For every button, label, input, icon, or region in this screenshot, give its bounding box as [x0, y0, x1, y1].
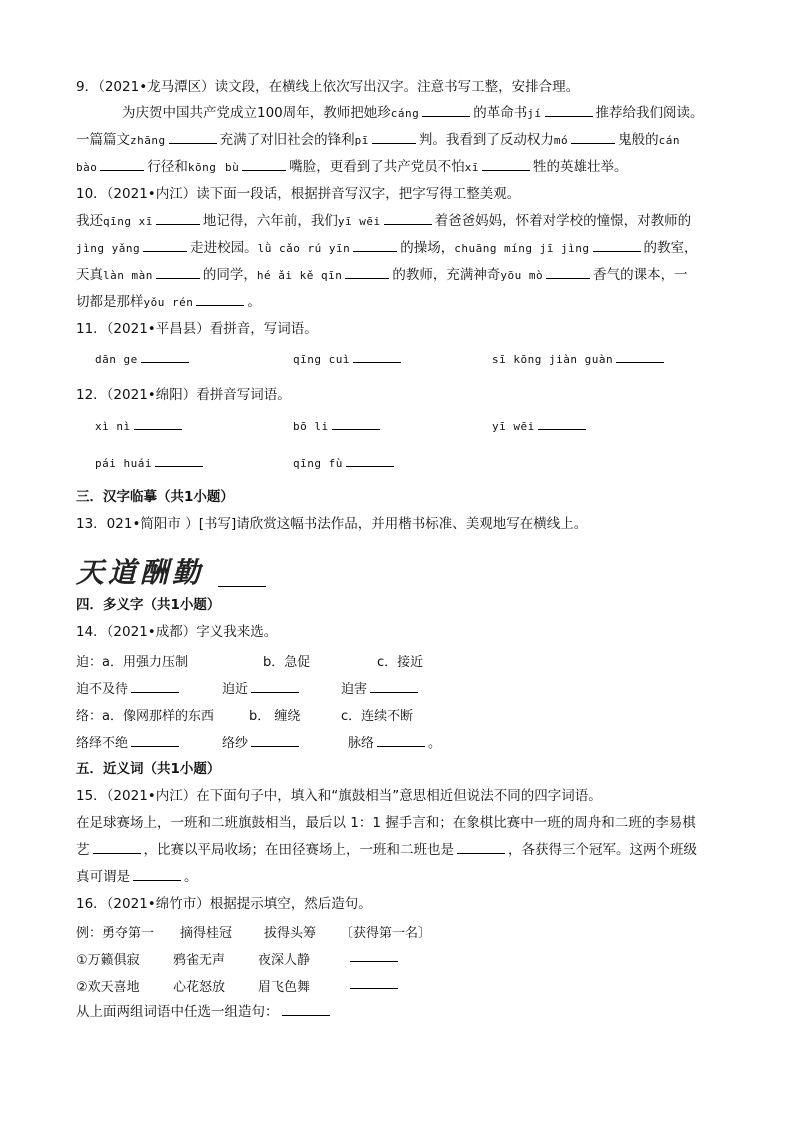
- calligraphy-artwork: 天道酬勤: [76, 556, 205, 589]
- q9-line-2: 一篇篇文zhāng 充满了对旧社会的锋利pī 判。我看到了反动权力mó 鬼般的cán: [76, 132, 680, 148]
- q12-item: qīng fù: [293, 454, 397, 471]
- answer-blank[interactable]: [571, 131, 615, 144]
- answer-blank[interactable]: [133, 868, 181, 881]
- answer-blank[interactable]: [251, 734, 299, 747]
- answer-blank[interactable]: [131, 680, 179, 693]
- q15-line-2: 艺 ，比赛以平局收场；在田径赛场上，一班和二班也是 ，各获得三个冠军。这两个班级: [76, 842, 697, 858]
- answer-blank[interactable]: [353, 350, 401, 363]
- question-11-stem: 11．（2021•平昌县）看拼音，写词语。: [76, 321, 318, 337]
- q14-word: 脉络 。: [348, 736, 442, 751]
- answer-blank[interactable]: [616, 350, 664, 363]
- q14-word: 络绎不绝: [76, 732, 182, 751]
- q10-line-3: 天真làn màn 的同学，hé ǎi kě qīn 的教师，充满神奇yōu mò 香气的课本，一: [76, 267, 688, 283]
- q12-item: bō li: [293, 417, 383, 434]
- q11-item: sī kōng jiàn guàn: [492, 350, 667, 367]
- section-3-heading: 三．汉字临摹（共1小题）: [76, 489, 234, 505]
- q14-def-c: c．连续不断: [341, 709, 414, 724]
- answer-blank[interactable]: [156, 212, 200, 225]
- answer-blank[interactable]: [350, 949, 398, 962]
- answer-blank[interactable]: [593, 239, 641, 252]
- q16-group-1: ①万籁俱寂: [76, 953, 140, 968]
- answer-blank[interactable]: [143, 239, 187, 252]
- q16-word: 眉飞色舞: [258, 980, 311, 995]
- answer-blank[interactable]: [131, 734, 179, 747]
- q10-line-1: 我还qīng xī 地记得，六年前，我们yī wēi 着爸爸妈妈，怀着对学校的憧憬，对教师的: [76, 213, 692, 229]
- q14-def-row-1: 迫：a．用强力压制: [76, 655, 188, 670]
- q14-word: 迫近: [222, 678, 302, 697]
- answer-blank[interactable]: [545, 104, 593, 117]
- q15-line-1: 在足球赛场上，一班和二班旗鼓相当，最后以 1：1 握手言和；在象棋比赛中一班的周舟和二班的李易棋: [76, 815, 696, 831]
- answer-blank[interactable]: [422, 104, 470, 117]
- answer-blank[interactable]: [353, 239, 397, 252]
- question-15-stem: 15．（2021•内江）在下面句子中，填入和“旗鼓相当”意思相近但说法不同的四字词语。: [76, 788, 602, 804]
- answer-blank[interactable]: [350, 976, 398, 989]
- answer-blank[interactable]: [169, 131, 217, 144]
- answer-blank[interactable]: [156, 266, 200, 279]
- answer-blank[interactable]: [242, 158, 286, 171]
- q16-blank-wrap: [347, 949, 401, 966]
- answer-blank[interactable]: [538, 417, 586, 430]
- q15-line-3: 真可谓是 。: [76, 869, 198, 885]
- q14-def-c: c．接近: [377, 655, 424, 670]
- answer-blank[interactable]: [134, 417, 182, 430]
- section-5-heading: 五．近义词（共1小题）: [76, 761, 221, 777]
- question-10-stem: 10．（2021•内江）读下面一段话，根据拼音写汉字，把字写得工整美观。: [76, 186, 521, 202]
- answer-blank[interactable]: [384, 212, 432, 225]
- answer-blank[interactable]: [482, 158, 530, 171]
- answer-blank[interactable]: [93, 841, 141, 854]
- question-9-stem: 9．（2021•龙马潭区）读文段，在横线上依次写出汉字。注意书写工整，安排合理。: [76, 79, 580, 95]
- question-12-stem: 12．（2021•绵阳）看拼音写词语。: [76, 387, 291, 403]
- q16-blank-wrap: [347, 976, 401, 993]
- answer-blank[interactable]: [457, 841, 505, 854]
- answer-blank[interactable]: [282, 1003, 330, 1016]
- answer-blank[interactable]: [100, 158, 144, 171]
- q16-word: 心花怒放: [173, 980, 226, 995]
- q12-item: yī wēi: [492, 417, 589, 434]
- answer-blank[interactable]: [546, 266, 590, 279]
- q11-item: qīng cuì: [293, 350, 404, 367]
- q16-word: 鸦雀无声: [173, 953, 226, 968]
- answer-blank[interactable]: [155, 454, 203, 467]
- answer-blank[interactable]: [377, 734, 425, 747]
- q10-line-2: jìng yǎng 走进校园。lǜ cǎo rú yīn 的操场，chuāng míng jī jìng 的教室，: [76, 240, 698, 256]
- q12-item: xì nì: [95, 417, 185, 434]
- answer-blank[interactable]: [346, 454, 394, 467]
- answer-blank[interactable]: [141, 350, 189, 363]
- q14-def-row-2: 络：a．像网那样的东西: [76, 709, 214, 724]
- q9-line-3: bào 行径和kōng bù 嘴脸，更看到了共产党员不怕xī 牲的英雄壮举。: [76, 159, 628, 175]
- q12-item: pái huái: [95, 454, 206, 471]
- answer-blank[interactable]: [345, 266, 389, 279]
- answer-blank[interactable]: [332, 417, 380, 430]
- q14-word: 络纱: [222, 732, 302, 751]
- section-4-heading: 四．多义字（共1小题）: [76, 597, 221, 613]
- question-16-stem: 16．（2021•绵竹市）根据提示填空，然后造句。: [76, 896, 372, 912]
- q14-def-b: b．急促: [263, 655, 311, 670]
- q14-word: 迫害: [341, 678, 421, 697]
- q11-item: dān ge: [95, 350, 192, 367]
- q14-word: 迫不及待: [76, 678, 182, 697]
- question-14-stem: 14．（2021•成都）字义我来选。: [76, 624, 278, 640]
- q16-word: 夜深人静: [258, 953, 311, 968]
- q16-sentence-line: 从上面两组词语中任选一组造句：: [76, 1003, 333, 1021]
- q16-group-2: ②欢天喜地: [76, 980, 140, 995]
- q14-def-b: b． 缠绕: [249, 709, 301, 724]
- q9-line-1: 为庆贺中国共产党成立100周年，教师把她珍cáng 的革命书jí 推荐给我们阅读。: [122, 105, 704, 121]
- q16-example: 例：勇夺第一: [76, 926, 155, 941]
- answer-blank[interactable]: [372, 131, 416, 144]
- q16-example-hint: 〔获得第一名〕: [340, 926, 432, 941]
- answer-blank[interactable]: [370, 680, 418, 693]
- q10-line-4: 切都是那样yǒu rén 。: [76, 294, 261, 310]
- answer-blank[interactable]: [218, 586, 266, 587]
- answer-blank[interactable]: [196, 293, 244, 306]
- answer-blank[interactable]: [251, 680, 299, 693]
- q16-example-word: 拔得头筹: [264, 926, 317, 941]
- q16-example-word: 摘得桂冠: [180, 926, 233, 941]
- question-13-stem: 13．021•简阳市 ）[书写]请欣赏这幅书法作品，并用楷书标准、美观地写在横线上。: [76, 516, 588, 532]
